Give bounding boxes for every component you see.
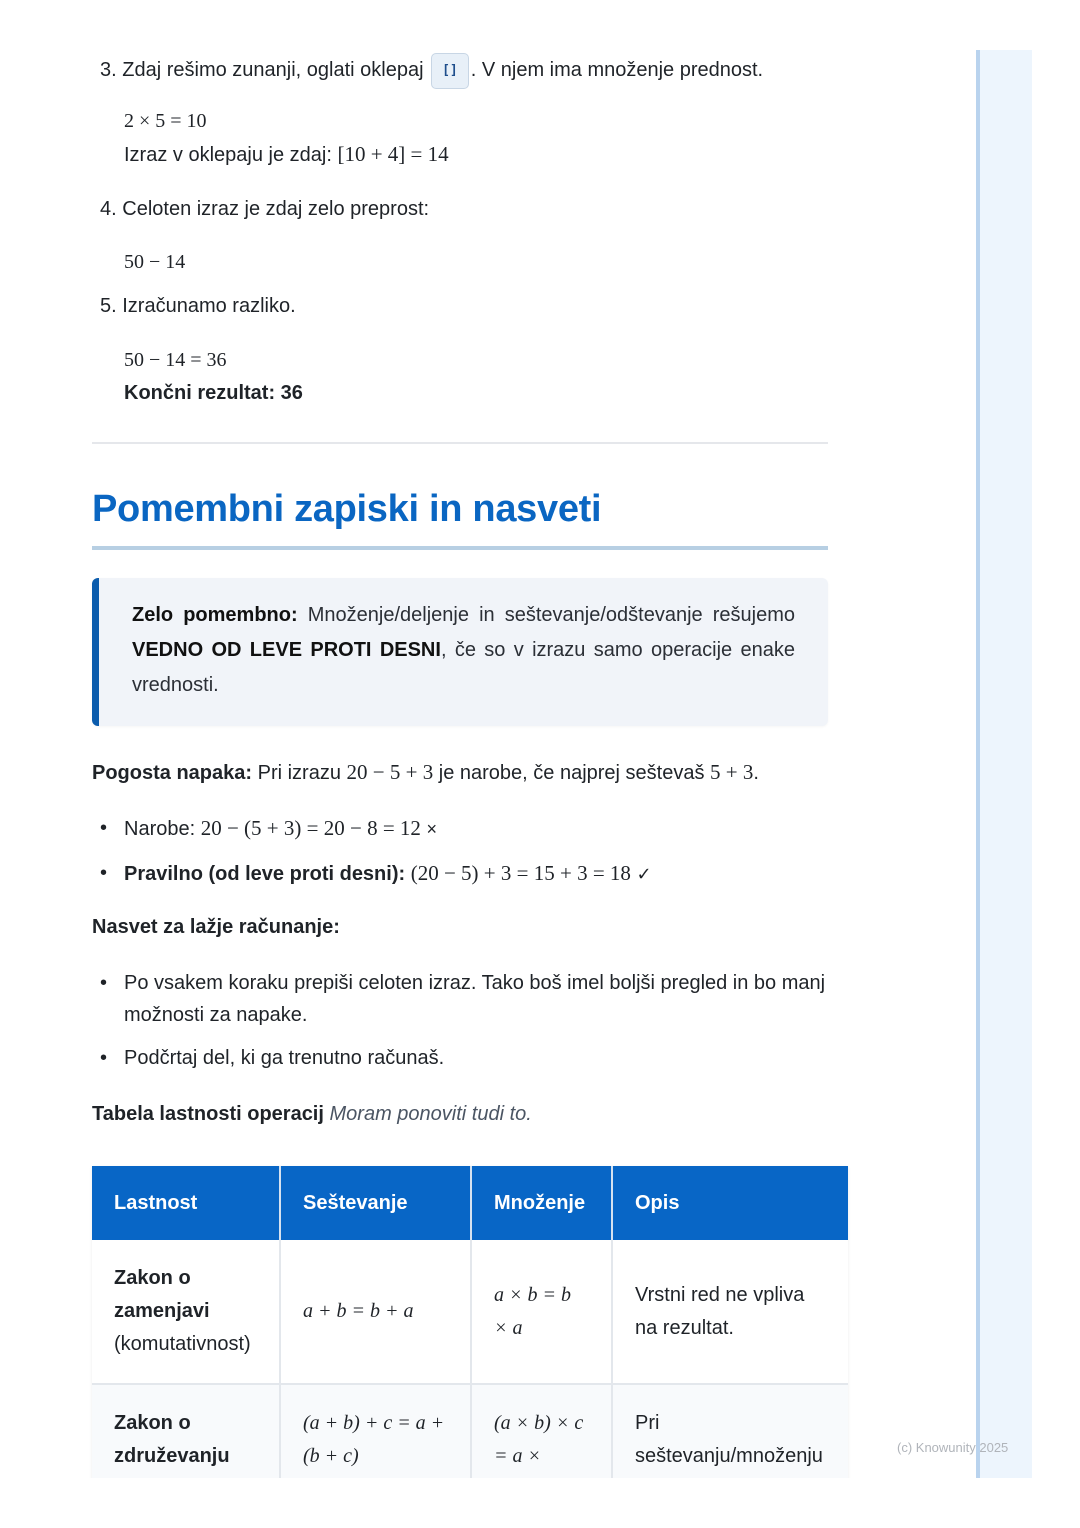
math-expression: 5 + 3	[710, 760, 754, 784]
step-3	[100, 53, 763, 89]
section-title-underline	[92, 546, 828, 550]
list-item-correct	[92, 857, 828, 890]
common-mistake-paragraph	[92, 757, 759, 788]
cell-property	[92, 1240, 280, 1384]
cross-icon: ×	[426, 819, 437, 839]
copyright-text: (c) Knowunity 2025	[897, 1440, 1009, 1455]
tips-list	[92, 967, 828, 1074]
step-5	[100, 292, 296, 320]
property-name: Zakon o zamenjavi	[114, 1267, 210, 1322]
text: je narobe, če najprej seštevaš	[433, 762, 711, 784]
step-3-sub	[124, 139, 449, 170]
item-label: Pravilno (od leve proti desni):	[124, 863, 411, 885]
step-number: 4.	[100, 198, 117, 220]
step-5-math: 50 − 14 = 36	[124, 349, 227, 371]
step-text-after: . V njem ima množenje prednost.	[470, 59, 764, 81]
table-row	[92, 1240, 848, 1384]
step-number: 5.	[100, 295, 117, 317]
cell-addition: (a + b) + c = a + (b + c)	[280, 1384, 471, 1478]
inline-code-brackets: []	[431, 53, 469, 89]
table-header-row	[92, 1166, 848, 1240]
callout-emphasis: VEDNO OD LEVE PROTI DESNI	[132, 639, 441, 661]
section-divider	[92, 442, 828, 444]
check-icon: ✓	[636, 864, 652, 884]
cell-property	[92, 1384, 280, 1478]
mistake-examples-list	[92, 812, 828, 890]
table-row	[92, 1384, 848, 1478]
text: .	[753, 762, 759, 784]
tips-heading: Nasvet za lažje računanje:	[92, 916, 340, 938]
sub-label: Izraz v oklepaju je zdaj:	[124, 144, 332, 166]
item-label: Narobe:	[124, 818, 201, 840]
step-text: Celoten izraz je zdaj zelo preprost:	[122, 198, 430, 220]
header-addition: Seštevanje	[280, 1166, 471, 1240]
header-property: Lastnost	[92, 1166, 280, 1240]
important-callout	[92, 578, 828, 726]
step-text: Izračunamo razliko.	[122, 295, 296, 317]
list-item: • Podčrtaj del, ki ga trenutno računaš.	[92, 1042, 828, 1074]
callout-text-1: Množenje/deljenje in seštevanje/odštevanje rešujemo	[297, 604, 795, 626]
callout-label: Zelo pomembno:	[132, 604, 298, 626]
table-intro	[92, 1099, 532, 1129]
step-4-math: 50 − 14	[124, 251, 186, 273]
sub-math: [10 + 4] = 14	[337, 142, 449, 166]
step-3-math: 2 × 5 = 10	[124, 110, 207, 132]
math-expression: 20 − 5 + 3	[346, 760, 434, 784]
item-math: (20 − 5) + 3 = 15 + 3 = 18	[410, 861, 631, 885]
table-intro-title: Tabela lastnosti operacij	[92, 1103, 324, 1125]
final-result: Končni rezultat: 36	[124, 382, 303, 404]
cell-description: Pri seštevanju/množenju	[612, 1384, 848, 1478]
step-number: 3.	[100, 59, 117, 81]
step-text: Zdaj rešimo zunanji, oglati oklepaj	[122, 59, 424, 81]
cell-multiplication: (a × b) × c = a ×	[471, 1384, 612, 1478]
text: Pri izrazu	[252, 762, 347, 784]
table-intro-note: Moram ponoviti tudi to.	[329, 1103, 532, 1125]
cell-addition: a + b = b + a	[280, 1240, 471, 1384]
common-mistake-label: Pogosta napaka:	[92, 762, 253, 784]
section-title: Pomembni zapiski in nasveti	[92, 488, 602, 530]
property-subtitle: (komutativnost)	[114, 1333, 251, 1355]
operations-properties-table	[92, 1166, 848, 1478]
side-panel	[976, 50, 1032, 1478]
list-item-wrong	[92, 812, 828, 845]
header-multiplication: Množenje	[471, 1166, 612, 1240]
callout-text-2: , če so v izrazu samo operacije enake vrednosti.	[132, 639, 795, 696]
cell-description: Vrstni red ne vpliva na rezultat.	[612, 1240, 848, 1384]
item-math: 20 − (5 + 3) = 20 − 8 = 12	[200, 816, 421, 840]
list-item: • Po vsakem koraku prepiši celoten izraz. Tako boš imel boljši pregled in bo manj možnosti za napake.	[92, 967, 828, 1031]
header-description: Opis	[612, 1166, 848, 1240]
cell-multiplication: a × b = b × a	[471, 1240, 612, 1384]
property-name: Zakon o združevanju	[114, 1412, 230, 1467]
step-4	[100, 195, 429, 223]
